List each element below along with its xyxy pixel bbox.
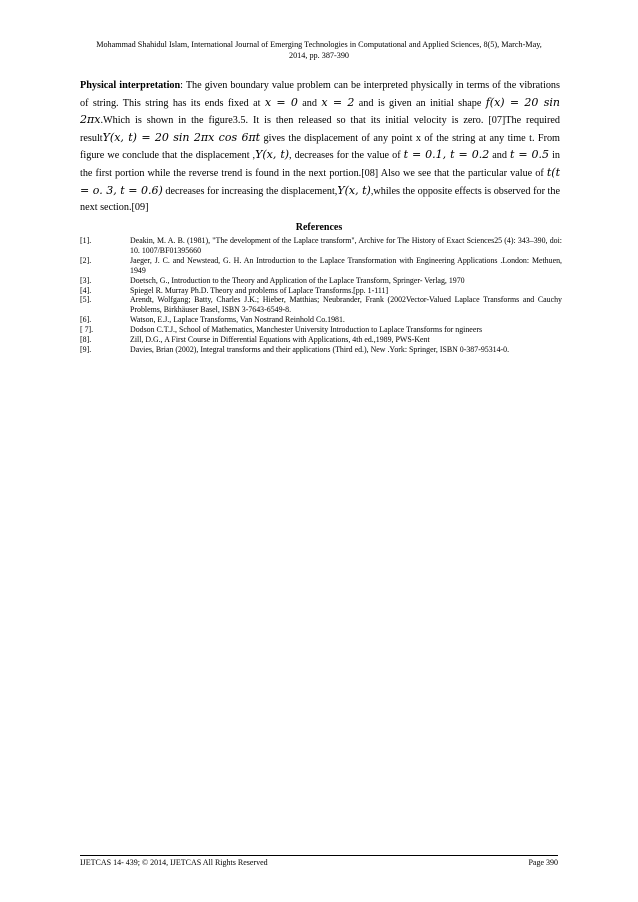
reference-number: [9].: [80, 344, 92, 354]
text-segment: and: [297, 97, 322, 109]
math-displacement: Y(x, t): [337, 183, 371, 197]
math-t-values: t = 0.1, t = 0.2: [403, 148, 490, 162]
text-segment: and is given an initial shape: [354, 97, 486, 109]
paragraph-lead: Physical interpretation: [80, 80, 181, 91]
page-footer: [80, 855, 558, 867]
reference-number: [4].: [80, 285, 92, 295]
header-citation: Mohammad Shahidul Islam, International Journal of Emerging Technologies in Computational and Applied Sciences, 8(5), March-May,: [96, 40, 542, 49]
math-x0: x = 0: [264, 95, 298, 109]
footer-copyright: IJETCAS 14- 439; © 2014, IJETCAS All Rights Reserved: [80, 858, 268, 867]
reference-text: Davies, Brian (2002), Integral transforms and their applications (Third ed.), New .York: Springer, ISBN 0-387-95314-0.: [130, 344, 510, 354]
text-segment: in the first portion while the reverse trend is found in the next portion.[08] Also we see that the particular value of: [80, 150, 560, 179]
text-segment: : The given boundary value problem can be interpreted physically in terms of the vibrations of string. This string has its ends fixed at: [80, 80, 560, 109]
text-segment: , decreases for the value of: [289, 150, 404, 162]
text-segment: decreases for increasing the displacement,: [162, 185, 338, 197]
references-heading: References: [295, 222, 343, 233]
math-displacement: Y(x, t): [255, 148, 290, 162]
reference-text: Spiegel R. Murray Ph.D. Theory and problems of Laplace Transforms.[pp. 1-111]: [130, 285, 389, 295]
reference-item: [80, 236, 562, 256]
reference-number: [6].: [80, 315, 92, 325]
reference-item: [80, 335, 562, 345]
reference-number: [3].: [80, 275, 92, 285]
reference-text: Jaeger, J. C. and Newstead, G. H. An Introduction to the Laplace Transformation with Engineering Applications .London: Methuen, 1949: [130, 255, 562, 275]
reference-item: [80, 295, 562, 315]
reference-number: [8].: [80, 335, 92, 345]
math-t-particular: t(t = o. 3, t = 0.6): [80, 165, 560, 197]
reference-number: [2].: [80, 255, 92, 265]
text-segment: .Which is shown in the figure3.5. It is then released so that its initial velocity is zero. [07]The required result: [80, 115, 560, 144]
reference-item: [80, 345, 562, 355]
reference-text: Doetsch, G., Introduction to the Theory and Application of the Laplace Transform, Springer- Verlag, 1970: [130, 275, 465, 285]
reference-number: [ 7].: [80, 325, 94, 335]
reference-text: Deakin, M. A. B. (1981), "The development of the Laplace transform", Archive for The History of Exact Sciences25 (4): 343–390, doi: 10. 1007/BF01395660: [130, 236, 562, 255]
math-initial-shape: f(x) = 20 sin 2πx: [80, 95, 560, 127]
math-x2: x = 2: [321, 95, 355, 109]
reference-text: Arendt, Wolfgang; Batty, Charles J.K.; Hieber, Matthias; Neubrander, Frank (2002Vector-Valued Laplace Transforms and Cauchy Problems, Birkhäuser Basel, ISBN 3-7643-6549-8.: [130, 295, 562, 315]
text-segment: and: [489, 150, 510, 162]
reference-item: [80, 325, 562, 335]
text-segment: ,whiles the opposite effects is observed for the next section.[09]: [80, 185, 561, 214]
reference-item: [80, 276, 562, 286]
running-header: [60, 39, 578, 61]
reference-text: Dodson C.T.J., School of Mathematics, Manchester University Introduction to Laplace Transforms for ngineers: [130, 325, 483, 335]
text-segment: gives the displacement of any point x of the string at any time t. From figure we conclude that the displacement ,: [80, 132, 560, 162]
references-list: [80, 236, 562, 355]
reference-text: Watson, E.J., Laplace Transforms, Van Nostrand Reinhold Co.1981.: [130, 315, 345, 325]
reference-item: [80, 256, 562, 276]
header-pages: 2014, pp. 387-390: [288, 51, 350, 60]
reference-text: Zill, D.G., A First Course in Differential Equations with Applications, 4th ed.,1989, PWS-Kent: [130, 335, 430, 345]
math-result: Y(x, t) = 20 sin 2πx cos 6πt: [102, 130, 261, 144]
reference-item: [80, 315, 562, 325]
reference-number: [5].: [80, 295, 92, 305]
physical-interpretation-paragraph: [80, 78, 560, 217]
reference-item: [80, 286, 562, 296]
math-t-05: t = 0.5: [509, 148, 550, 162]
page-number: Page 390: [528, 858, 558, 867]
reference-number: [1].: [80, 236, 92, 245]
